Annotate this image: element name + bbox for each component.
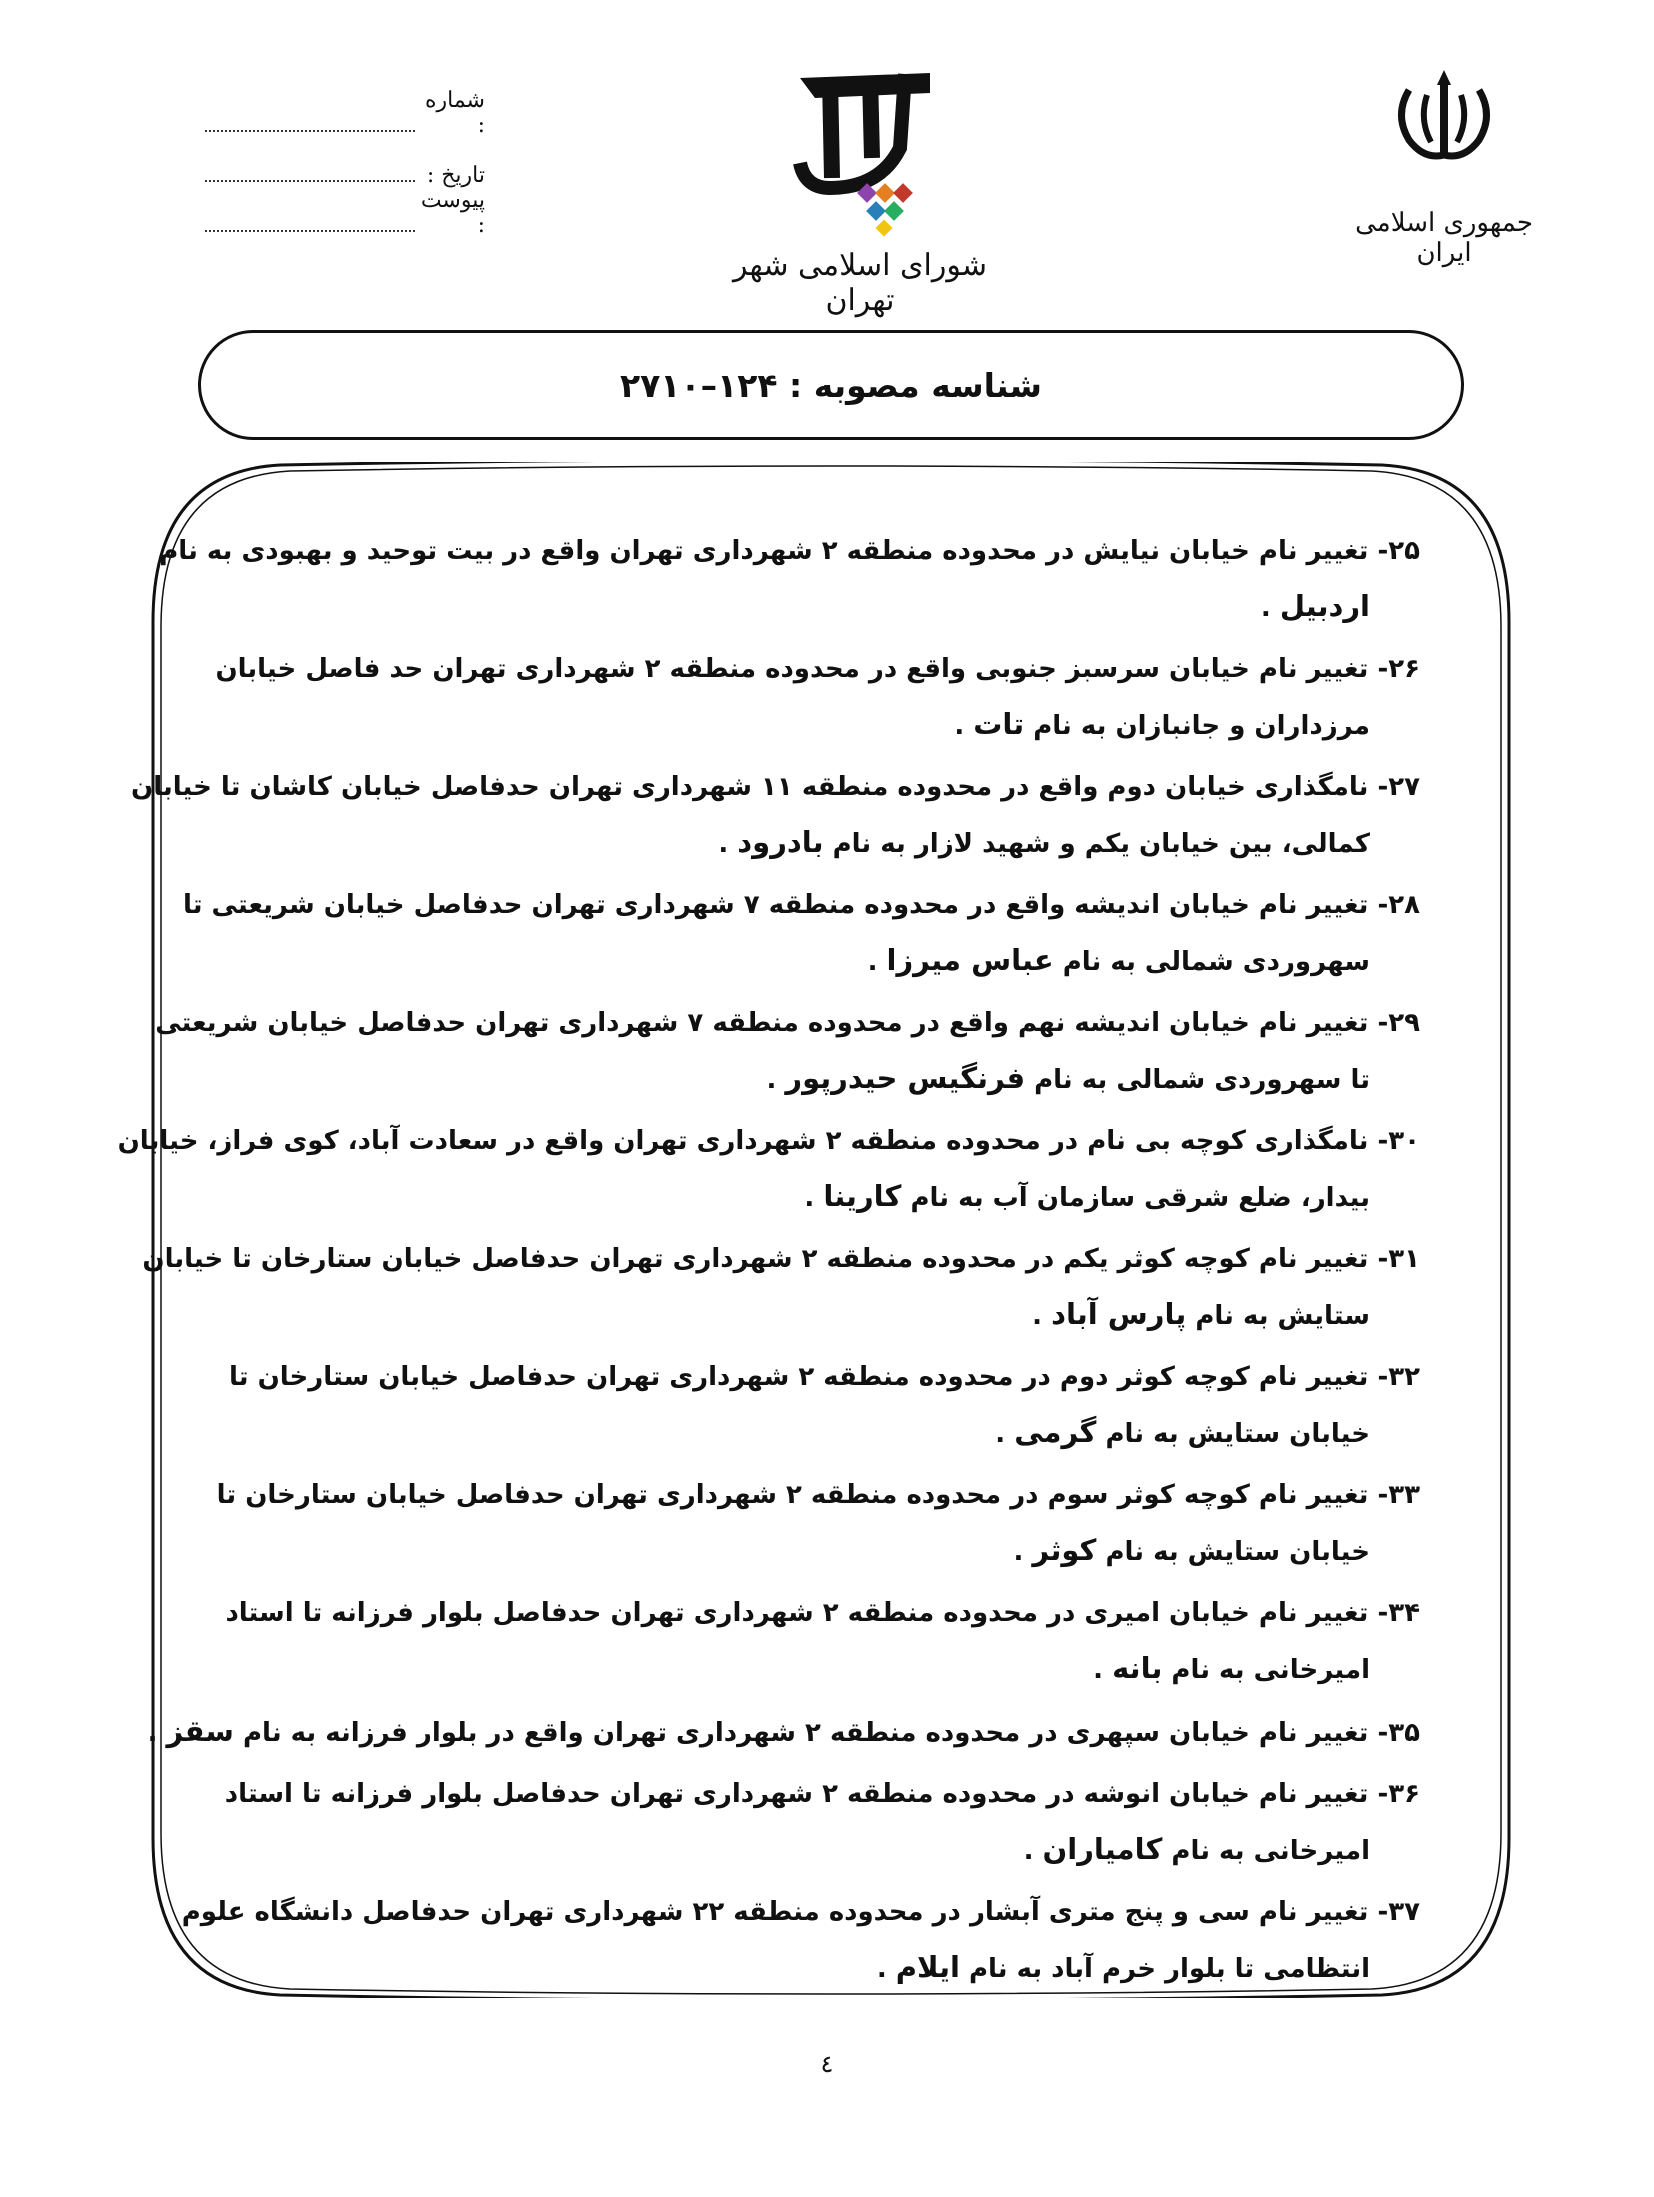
- iran-emblem-icon: [1389, 60, 1499, 170]
- item-text: مرزداران و جانبازان به نام: [1024, 711, 1370, 741]
- item-end: .: [1023, 1836, 1043, 1866]
- resolution-id: شناسه مصوبه : ۱۲۴–۲۷۱۰: [620, 365, 1042, 405]
- meta-row-date: [205, 138, 485, 188]
- resolution-item: [117, 1114, 1420, 1226]
- meta-row-attachment: [205, 188, 485, 238]
- item-name: کارینا: [823, 1179, 902, 1213]
- item-line: ۲۸- تغییر نام خیابان اندیشه واقع در محدوده منطقه ۷ شهرداری تهران حدفاصل خیابان شریعتی تا: [182, 890, 1420, 920]
- item-line: ۳۷- تغییر نام سی و پنج متری آبشار در محدوده منطقه ۲۲ شهرداری تهران حدفاصل دانشگاه علوم: [181, 1897, 1420, 1927]
- item-text: کمالی، بین خیابان یکم و شهید لازار به نام: [823, 829, 1370, 859]
- item-end: .: [147, 1718, 167, 1748]
- resolution-item: [224, 1767, 1420, 1879]
- item-name: سقز: [166, 1714, 234, 1748]
- item-line-cont: [250, 1405, 1420, 1462]
- meta-label-number: شماره :: [424, 88, 485, 138]
- page-number: ٤: [820, 2050, 834, 2078]
- resolution-item: [182, 878, 1420, 990]
- item-name: ایلام: [895, 1950, 960, 1984]
- item-line-cont: [250, 1641, 1420, 1698]
- item-line-cont: [250, 1287, 1420, 1344]
- emblem-caption: جمهوری اسلامی ایران: [1355, 208, 1533, 268]
- item-line: ۲۵- تغییر نام خیابان نیایش در محدوده منطقه ۲ شهرداری تهران واقع در بیت توحید و بهبودی به نام: [159, 536, 1420, 566]
- item-name: فرنگیس حیدرپور: [785, 1061, 1026, 1095]
- resolution-items: [117, 524, 1420, 2003]
- item-text: امیرخانی به نام: [1162, 1836, 1370, 1866]
- item-line-cont: [250, 1051, 1420, 1108]
- item-text: انتظامی تا بلوار خرم آباد به نام: [959, 1954, 1370, 1984]
- resolution-item: [216, 1468, 1420, 1580]
- item-line: ۲۶- تغییر نام خیابان سرسبز جنوبی واقع در محدوده منطقه ۲ شهرداری تهران حد فاصل خیابان: [215, 654, 1420, 684]
- resolution-item: [131, 760, 1420, 872]
- item-text: امیرخانی به نام: [1162, 1655, 1370, 1685]
- item-line: ۳۰- نامگذاری کوچه بی نام در محدوده منطقه ۲ شهرداری تهران واقع در سعادت آباد، کوی فراز، خیابان: [117, 1126, 1420, 1156]
- item-line-cont: [250, 1822, 1420, 1879]
- item-text: بیدار، ضلع شرقی سازمان آب به نام: [901, 1183, 1370, 1213]
- meta-dots-number: [205, 130, 415, 132]
- item-end: .: [867, 947, 887, 977]
- item-line-cont: [250, 1523, 1420, 1580]
- item-text: خیابان ستایش به نام: [1096, 1537, 1370, 1567]
- item-end: .: [766, 1065, 786, 1095]
- item-line-cont: [250, 579, 1420, 636]
- resolution-item: [215, 642, 1420, 754]
- item-line-cont: [250, 1169, 1420, 1226]
- item-text: سهروردی شمالی به نام: [1053, 947, 1370, 977]
- resolution-item: [181, 1885, 1420, 1997]
- item-text: ۳۵- تغییر نام خیابان سپهری در محدوده منطقه ۲ شهرداری تهران واقع در بلوار فرزانه به نام: [233, 1718, 1420, 1748]
- item-line: ۲۹- تغییر نام خیابان اندیشه نهم واقع در محدوده منطقه ۷ شهرداری تهران حدفاصل خیابان شریعتی: [155, 1008, 1420, 1038]
- item-end: .: [1032, 1301, 1052, 1331]
- item-end: .: [804, 1183, 824, 1213]
- item-end: .: [718, 829, 738, 859]
- item-text: تا سهروردی شمالی به نام: [1025, 1065, 1370, 1095]
- item-name: پارس آباد: [1051, 1297, 1187, 1331]
- council-logo-block: [700, 38, 1020, 318]
- item-line: ۳۶- تغییر نام خیابان انوشه در محدوده منطقه ۲ شهرداری تهران حدفاصل بلوار فرزانه تا استاد: [224, 1779, 1420, 1809]
- item-text: ستایش به نام: [1186, 1301, 1370, 1331]
- item-end: .: [1260, 593, 1280, 623]
- item-name: عباس میرزا: [886, 943, 1054, 977]
- item-name: گرمی: [1014, 1415, 1097, 1449]
- item-line: ۳۱- تغییر نام کوچه کوثر یکم در محدوده منطقه ۲ شهرداری تهران حدفاصل خیابان ستارخان تا خیابان: [142, 1244, 1420, 1274]
- item-line-cont: [250, 933, 1420, 990]
- item-end: .: [1013, 1537, 1033, 1567]
- resolution-item: [155, 996, 1420, 1108]
- meta-fields: [205, 88, 485, 238]
- council-logo-icon: [760, 38, 960, 238]
- item-line-single: [147, 1704, 1420, 1761]
- item-line: ۳۲- تغییر نام کوچه کوثر دوم در محدوده منطقه ۲ شهرداری تهران حدفاصل خیابان ستارخان تا: [229, 1362, 1420, 1392]
- meta-label-attachment: پیوست :: [420, 188, 485, 238]
- meta-row-number: [205, 88, 485, 138]
- resolution-item: [229, 1350, 1420, 1462]
- item-name: کامیاران: [1042, 1832, 1163, 1866]
- meta-dots-attachment: [205, 230, 415, 232]
- item-line: ۳۴- تغییر نام خیابان امیری در محدوده منطقه ۲ شهرداری تهران حدفاصل بلوار فرزانه تا استاد: [225, 1598, 1420, 1628]
- resolution-item: [159, 524, 1420, 636]
- content-frame: [117, 462, 1512, 1998]
- resolution-item: [142, 1232, 1420, 1344]
- item-name: تات: [973, 707, 1025, 741]
- item-line-cont: [250, 697, 1420, 754]
- item-end: .: [995, 1419, 1015, 1449]
- item-line-cont: [250, 1940, 1420, 1997]
- item-end: .: [1093, 1655, 1113, 1685]
- resolution-id-box: [198, 330, 1464, 440]
- item-name: بانه: [1112, 1651, 1163, 1685]
- item-end: .: [954, 711, 974, 741]
- item-line-cont: [250, 815, 1420, 872]
- iran-emblem-block: [1344, 60, 1544, 268]
- item-name: بادرود: [737, 825, 824, 859]
- item-name: کوثر: [1032, 1533, 1097, 1567]
- item-name: اردبیل: [1279, 589, 1370, 623]
- resolution-item: [147, 1704, 1420, 1761]
- item-line: ۳۳- تغییر نام کوچه کوثر سوم در محدوده منطقه ۲ شهرداری تهران حدفاصل خیابان ستارخان تا: [216, 1480, 1420, 1510]
- meta-label-date: تاریخ :: [426, 163, 485, 188]
- resolution-item: [225, 1586, 1420, 1698]
- item-end: .: [876, 1954, 896, 1984]
- council-caption: شورای اسلامی شهر تهران: [733, 248, 987, 318]
- item-line: ۲۷- نامگذاری خیابان دوم واقع در محدوده منطقه ۱۱ شهرداری تهران حدفاصل خیابان کاشان تا خیابان: [131, 772, 1420, 802]
- meta-dots-date: [205, 180, 415, 182]
- item-text: خیابان ستایش به نام: [1096, 1419, 1370, 1449]
